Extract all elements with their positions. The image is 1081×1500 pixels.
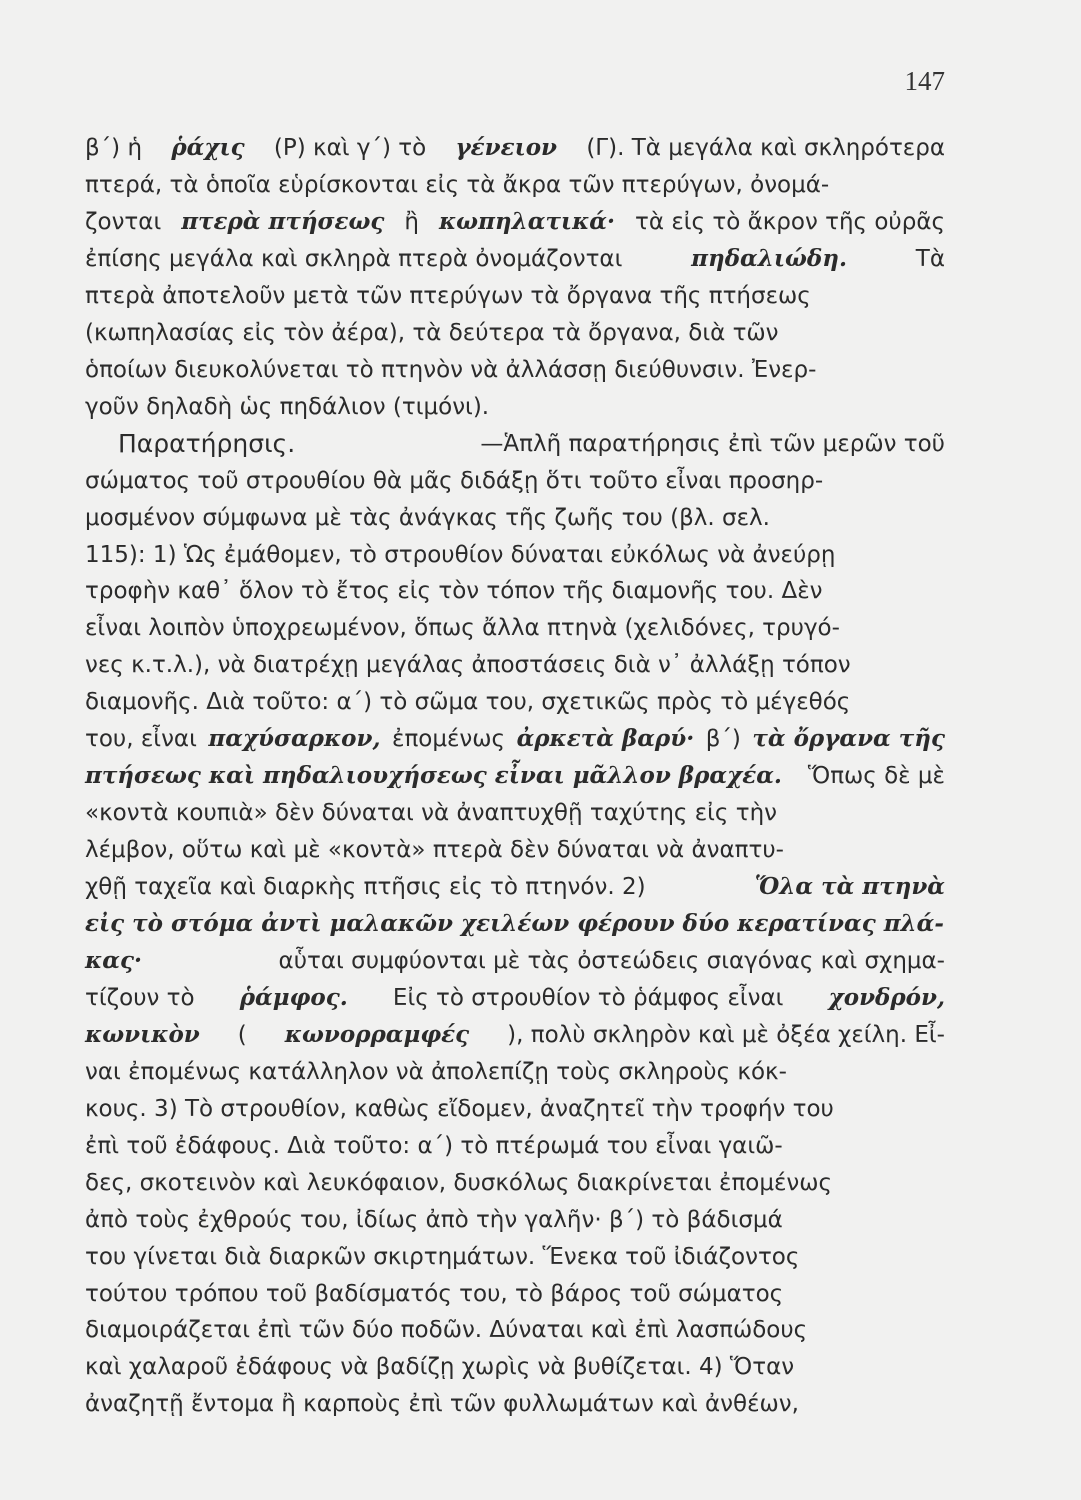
text-line	[85, 868, 945, 906]
text-run: λέμβον, οὕτω καὶ μὲ «κοντὰ» πτερὰ δὲν δύναται νὰ ἀναπτυ-	[85, 837, 784, 864]
text-run: νες κ.τ.λ.), νὰ διατρέχῃ μεγάλας ἀποστάσεις διὰ ν᾽ ἀλλάξῃ τόπον	[85, 652, 851, 679]
text-run: τούτου τρόπου τοῦ βαδίσματός του, τὸ βάρος τοῦ σώματος	[85, 1280, 784, 1307]
text-line	[85, 794, 945, 832]
text-line	[85, 1164, 945, 1202]
text-line	[85, 646, 945, 684]
text-run: ὁποίων διευκολύνεται τὸ πτηνὸν νὰ ἀλλάσσῃ διεύθυνσιν. Ἐνερ-	[85, 356, 817, 383]
text-run: του, εἶναι	[85, 726, 197, 753]
emphasis-term: γένειον	[455, 134, 558, 161]
text-line	[85, 1016, 945, 1054]
text-run: ἀπὸ τοὺς ἐχθρούς του, ἰδίως ἀπὸ τὴν γαλῆν· β΄) τὸ βάδισμά	[85, 1206, 783, 1233]
text-run: ἀναζητῇ ἔντομα ἢ καρποὺς ἐπὶ τῶν φυλλωμάτων καὶ ἀνθέων,	[85, 1391, 799, 1418]
text-line	[85, 572, 945, 610]
text-run: μοσμένον σύμφωνα μὲ τὰς ἀνάγκας τῆς ζωῆς του (βλ. σελ.	[85, 504, 770, 531]
emphasis-term: εἰς τὸ στόμα ἀντὶ μαλακῶν χειλέων φέρουν δύο κερατίνας πλά-	[85, 910, 944, 937]
text-run: διαμοιράζεται ἐπὶ τῶν δύο ποδῶν. Δύναται καὶ ἐπὶ λασπώδους	[85, 1317, 808, 1344]
text-run: «κοντὰ κουπιὰ» δὲν δύναται νὰ ἀναπτυχθῇ ταχύτης εἰς τὴν	[85, 800, 777, 827]
text-line	[85, 388, 945, 426]
text-line	[85, 536, 945, 574]
text-line	[85, 1385, 945, 1423]
text-line	[85, 831, 945, 869]
text-run: τίζουν τὸ	[85, 984, 195, 1011]
text-line	[85, 1311, 945, 1349]
text-line	[85, 203, 945, 241]
text-run: β΄)	[705, 726, 741, 753]
text-line	[85, 757, 945, 795]
text-line	[85, 166, 945, 204]
emphasis-term: πτήσεως καὶ πηδαλιουχήσεως εἶναι μᾶλλον βραχέα.	[85, 762, 782, 790]
text-line	[85, 1348, 945, 1386]
text-line	[85, 499, 945, 537]
emphasis-term: χονδρόν,	[828, 983, 945, 1011]
text-run: ), πολὺ σκληρὸν καὶ μὲ ὀξέα χείλη. Εἶ-	[507, 1021, 945, 1048]
emphasis-term: κας·	[85, 946, 142, 974]
text-run: ζονται	[85, 208, 162, 235]
text-run: χθῇ ταχεῖα καὶ διαρκὴς πτῆσις εἰς τὸ πτηνόν. 2)	[85, 874, 646, 900]
text-line	[85, 979, 945, 1017]
text-run: κους. 3) Τὸ στρουθίον, καθὼς εἴδομεν, ἀναζητεῖ τὴν τροφήν του	[85, 1095, 834, 1122]
text-run: πτερὰ ἀποτελοῦν μετὰ τῶν πτερύγων τὰ ὄργανα τῆς πτήσεως	[85, 282, 811, 309]
emphasis-term: πτερὰ πτήσεως	[181, 207, 385, 235]
emphasis-term: Ὅλα τὰ πτηνὰ	[754, 873, 945, 900]
text-run: ναι ἐπομένως κατάλληλον νὰ ἀπολεπίζῃ τοὺς σκληροὺς κόκ-	[85, 1058, 787, 1085]
text-line	[85, 720, 945, 758]
text-line	[85, 1127, 945, 1165]
text-run: ἐπίσης μεγάλα καὶ σκληρὰ πτερὰ ὀνομάζονται	[85, 245, 623, 272]
page-number: 147	[904, 66, 945, 96]
text-line	[85, 129, 945, 167]
text-run: ἐπομένως	[392, 726, 506, 753]
text-line	[85, 942, 945, 980]
emphasis-term: τὰ ὄργανα τῆς	[752, 725, 945, 753]
text-run: γοῦν δηλαδὴ ὡς πηδάλιον (τιμόνι).	[85, 393, 490, 420]
text-run: Τὰ	[915, 245, 945, 272]
emphasis-term: κωπηλατικά·	[438, 207, 616, 235]
text-line	[85, 609, 945, 647]
emphasis-term: ῥάχις	[171, 134, 245, 161]
text-line	[85, 683, 945, 721]
text-line	[85, 905, 945, 943]
emphasis-term: κωνορραμφές	[284, 1020, 470, 1048]
text-line	[85, 277, 945, 315]
text-line	[118, 425, 945, 463]
text-run: (Γ). Τὰ μεγάλα καὶ σκληρότερα	[586, 135, 945, 161]
text-run: τροφὴν καθ᾽ ὅλον τὸ ἔτος εἰς τὸν τόπον τῆς διαμονῆς του. Δὲν	[85, 578, 823, 605]
text-line	[85, 1238, 945, 1276]
text-line	[85, 462, 945, 500]
text-run: εἶναι λοιπὸν ὑποχρεωμένον, ὅπως ἄλλα πτηνὰ (χελιδόνες, τρυγό-	[85, 615, 840, 642]
text-line	[85, 314, 945, 352]
text-run: καὶ χαλαροῦ ἐδάφους νὰ βαδίζῃ χωρὶς νὰ βυθίζεται. 4) Ὅταν	[85, 1354, 795, 1381]
text-run: πτερά, τὰ ὁποῖα εὑρίσκονται εἰς τὰ ἄκρα τῶν πτερύγων, ὀνομά-	[85, 171, 830, 198]
text-line	[85, 1201, 945, 1239]
text-run: ἢ	[404, 208, 419, 235]
text-run: διαμονῆς. Διὰ τοῦτο: α΄) τὸ σῶμα του, σχετικῶς πρὸς τὸ μέγεθός	[85, 689, 851, 716]
text-run: δες, σκοτεινὸν καὶ λευκόφαιον, δυσκόλως διακρίνεται ἐπομένως	[85, 1169, 833, 1196]
text-run: Ὅπως δὲ μὲ	[807, 763, 945, 790]
text-run: τὰ εἰς τὸ ἄκρον τῆς οὐρᾶς	[635, 208, 945, 235]
text-run: β΄) ἡ	[85, 135, 143, 161]
text-run: (Ρ) καὶ γ΄) τὸ	[273, 135, 427, 161]
text-run: Εἰς τὸ στρουθίον τὸ ῥάμφος εἶναι	[392, 984, 784, 1011]
emphasis-term: παχύσαρκον,	[208, 725, 381, 753]
text-run: (	[237, 1021, 247, 1048]
text-run: 115): 1) Ὡς ἐμάθομεν, τὸ στρουθίον δύναται εὐκόλως νὰ ἀνεύρῃ	[85, 541, 836, 568]
text-run: (κωπηλασίας εἰς τὸν ἀέρα), τὰ δεύτερα τὰ ὄργανα, διὰ τῶν	[85, 319, 779, 346]
text-run: ἐπὶ τοῦ ἐδάφους. Διὰ τοῦτο: α΄) τὸ πτέρωμά του εἶναι γαιῶ-	[85, 1132, 783, 1159]
text-line	[85, 1053, 945, 1091]
text-line	[85, 1275, 945, 1313]
text-run: του γίνεται διὰ διαρκῶν σκιρτημάτων. Ἕνεκα τοῦ ἰδιάζοντος	[85, 1243, 800, 1270]
emphasis-term: πηδαλιώδη.	[691, 244, 847, 272]
text-line	[85, 351, 945, 389]
emphasis-term: ἀρκετὰ βαρύ·	[516, 725, 695, 753]
emphasis-term: ῥάμφος.	[239, 983, 348, 1011]
section-heading: Παρατήρησις.	[118, 428, 296, 458]
text-line	[85, 240, 945, 278]
text-run: σώματος τοῦ στρουθίου θὰ μᾶς διδάξῃ ὅτι τοῦτο εἶναι προσηρ-	[85, 467, 824, 494]
text-line	[85, 1090, 945, 1128]
emphasis-term: κωνικὸν	[85, 1020, 200, 1048]
text-run: αὗται συμφύονται μὲ τὰς ὀστεώδεις σιαγόνας καὶ σχημα-	[278, 947, 945, 974]
text-run: —Ἁπλῆ παρατήρησις ἐπὶ τῶν μερῶν τοῦ	[480, 430, 945, 457]
